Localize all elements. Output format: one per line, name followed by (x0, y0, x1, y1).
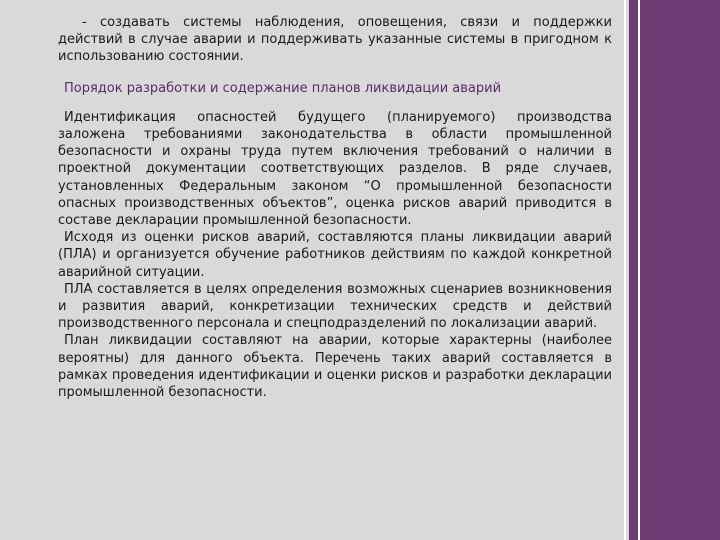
paragraph-identification: Идентификация опасностей будущего (планируемого) производства заложена требованиями законодательства в области промышленной безопасности и охраны труда путем включения требований о наличии в проектной документации соответствующих разделов. В ряде случаев, установленных Федеральным законом “О промышленной безопасности опасных производственных объектов”, оценка рисков аварий приводится в составе декларации промышленной безопасности. (58, 109, 612, 229)
accent-stripe-white (624, 0, 626, 540)
paragraph-pla-purpose: ПЛА составляется в целях определения возможных сценариев возникновения и развития аварий, конкретизации технических средств и действий производственного персонала и спецподразделений по локализации аварий. (58, 281, 612, 332)
paragraph-risk-assessment: Исходя из оценки рисков аварий, составляются планы ликвидации аварий (ПЛА) и организуется обучение работников действиям по каждой конкретной аварийной ситуации. (58, 230, 612, 280)
slide-text (58, 14, 612, 401)
section-heading: Порядок разработки и содержание планов ликвидации аварий (64, 80, 502, 96)
accent-stripe-purple-thin (629, 0, 638, 540)
paragraph-duties: - создавать системы наблюдения, оповещения, связи и поддержки действий в случае аварии и поддерживать указанные системы в пригодном к использованию состоянии. (58, 15, 612, 65)
paragraph-plan-scope: План ликвидации составляют на аварии, которые характерны (наиболее вероятны) для данного объекта. Перечень таких аварий составляется в рамках проведения идентификации и оценки рисков и разработки декларации промышленной безопасности. (58, 333, 612, 401)
spacer (58, 66, 612, 70)
accent-bar-purple (640, 0, 720, 540)
